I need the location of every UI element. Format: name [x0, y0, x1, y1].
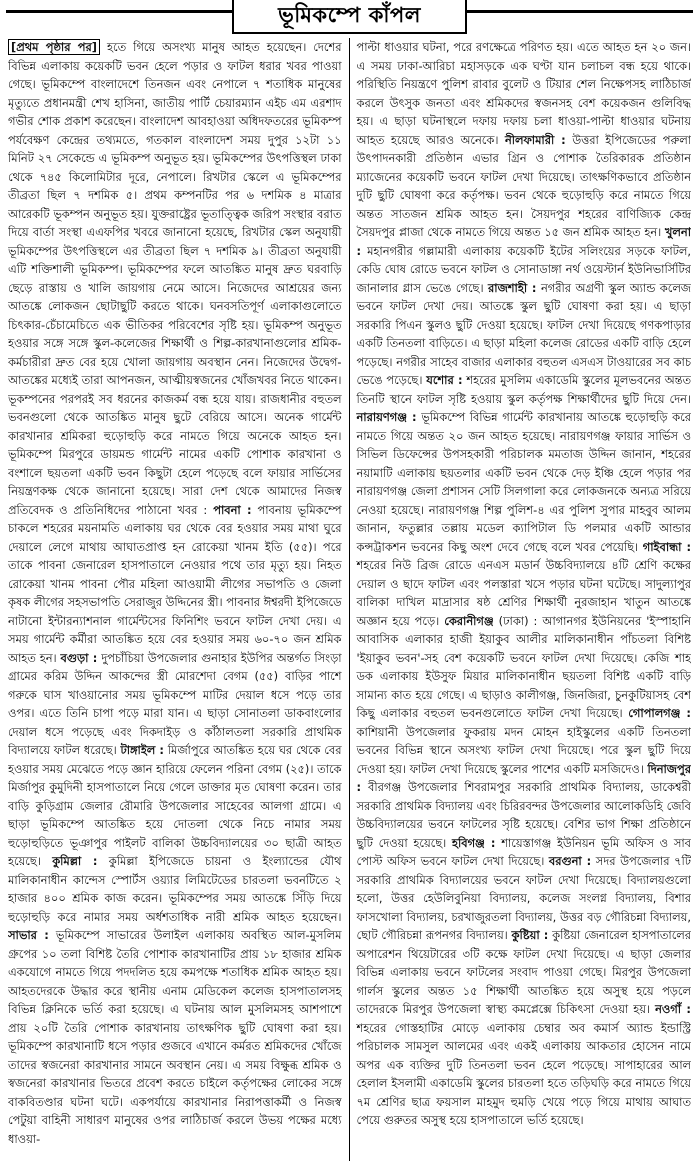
dateline-place: বরগুনা : [548, 854, 592, 868]
dateline-place: পাবনা : [213, 502, 252, 517]
dateline-text: পাবনায় ভূমিকম্পে চাকলে শহরের ময়নামতি এলাকায় ঘর থেকে বের হওয়ার সময় মাথা ঘুরে দেয়ালে লেগে মাথায় আঘাতপ্রাপ্ত হন রোকেয়া খানম ইতি (৫৫)। পরে তাকে পাবনা জেনারেল হাসপাতালে নেওয়ার পথে তার মৃত্যু হয়। নিহত রোকেয়া খানম পাবনা পৌর মহিলা আওয়ামী লীগের সভাপতি ও জেলা কৃষক লীগের সহসভাপতি সেরাজুর উদ্দিনের স্ত্রী। পাবনার ঈশ্বরদী ইপিজেডে নাটানো ইন্টারন্যাশনাল গার্মেন্টসের ফিনিশিং ভবনে ফাটল দেখা দেয়। এ সময় গার্মেন্ট কর্মীরা আতঙ্কিত হয়ে বের হওয়ার সময় ৬০-৭০ জন শ্রমিক আহত হন। [8, 502, 342, 665]
dateline-place: কুষ্টিয়া : [511, 928, 549, 942]
dateline-text: বীরগঞ্জ উপজেলার শিবরামপুর সরকারি প্রাথমিক বিদ্যালয়, ডাকেশ্বরী সরকারি প্রাথমিক বিদ্যালয় এবং চিরিরবন্দর উপজেলার আলোকডিহি জেবি উচ্চবিদ্যালয়ের ভবনে ফাটলের সৃষ্টি হয়েছে। বেশির ভাগ শিক্ষা প্রতিষ্ঠানে ছুটি দেওয়া হয়েছে। [356, 780, 691, 850]
dateline-place: খুলনা : [356, 225, 691, 258]
dateline-text: কাশিয়ানী উপজেলার ফুকরায় মদন মোহন হাইস্কুলের একটি তিনতলা ভবনের বিভিন্ন স্থানে অসংখ্য ফাটল দেখা দিয়েছে। পরে স্কুল ছুটি দিয়ে দেওয়া হয়। ফাটল দেখা দিয়েছে স্কুলের পাশের একটি মসজিদেও। [356, 724, 691, 776]
dateline-text: শায়েস্তাগঞ্জ ইউনিয়ন ভূমি অফিস ও সাব পোস্ট অফিস ভবনে ফাটল দেখা দিয়েছে। [356, 835, 691, 868]
dateline-place: নারায়ণগঞ্জ : [356, 410, 417, 424]
dateline-place: বগুড়া : [60, 650, 98, 665]
continued-text: পাল্টা ধাওয়ার ঘটনা, পরে রণক্ষেত্রে পরিণত হয়। এতে আহত হন ২০ জন। এ সময় ঢাকা-আরিচা মহাসড়কে এক ঘণ্টা যান চলাচল বন্ধ হয়ে থাকে। পরিস্থিতি নিয়ন্ত্রণে পুলিশ রাবার বুলেট ও টিয়ার শেল নিক্ষেপসহ লাঠিচার্জ করলে উৎসুক জনতা এবং শ্রমিকদের স্বজনসহ বেশ কয়েকজন গুলিবিদ্ধ হয়। এ ছাড়া ঘটনাস্থলে দফায় দফায় চলা ধাওয়া-পাল্টা ধাওয়ার ঘটনায় আহত হয়েছে আরও অনেকে। [356, 40, 691, 147]
dateline-place: গাইবান্ধা : [642, 539, 691, 554]
dateline-text: কুষ্টিয়া জেনারেল হাসপাতালের অপারেশন থিয়েটারের ৩টি কক্ষে ফাটল দেখা দিয়েছে। এ ছাড়া জেলার বিভিন্ন এলাকায় ভবনে ফাটলের সংবাদ পাওয়া গেছে। মিরপুর উপজেলা গার্লস স্কুলের অন্তত ১৫ শিক্ষার্থী আতঙ্কিত হয়ে অসুস্থ হয়ে পড়লে তাদেরকে মিরপুর উপজেলা স্বাস্থ্য কমপ্লেক্সে চিকিৎসা দেওয়া হয়। [356, 928, 691, 1016]
dateline-text: সদর উপজেলার ৭টি সরকারি প্রাথমিক বিদ্যালয়ের ভবনে ফাটল দেখা দিয়েছে। বিদ্যালয়গুলো হলো, উত্তর হেউলিবুনিয়া বিদ্যালয়, কলেজ সংলগ্ন বিদ্যালয়, বিশার ফাসখোলা বিদ্যালয়, চরখাজুরতলা বিদ্যালয়, উত্তর বড় গৌরিচন্না বিদ্যালয়, ছোট গৌরিচন্না রূপনগর বিদ্যালয়। [356, 854, 691, 942]
dateline-place: কুমিল্লা : [52, 854, 98, 868]
dateline-place: নীলফামারী : [504, 132, 566, 147]
headline-box [232, 0, 467, 34]
right-paragraph [357, 38, 692, 1130]
right-column [350, 38, 692, 1161]
dateline-place: রাজশাহী : [488, 280, 537, 295]
dateline-text: উত্তরা ইপিজেডের পরুলা উৎপাদনকারী প্রতিষ্ঠান এভার গ্রিন ও পোশাক তৈরিকারক প্রতিষ্ঠান ম্যাজেনের কয়েকটি ভবনে ফাটল দেখা দিয়েছে। তাৎক্ষণিকভাবে প্রতিষ্ঠান দুটি ছুটি ঘোষণা করে কর্তৃপক্ষ। ভবন থেকে হুড়োহুড়ি করে নামতে গিয়ে অন্তত সাতজন শ্রমিক আহত হন। সৈয়দপুর শহরের বাণিজ্যিক কেন্দ্র সৈয়দপুর প্লাজা থেকে নামতে গিয়ে অন্তত ১৫ জন শ্রমিক আহত হন। [356, 132, 691, 239]
dateline-place: কেরানীগঞ্জ [444, 613, 494, 628]
dateline-place: টাঙ্গাইল : [120, 743, 164, 757]
continued-from-label: [প্রথম পৃষ্ঠার পর] [8, 39, 100, 55]
dateline-text: (ঢাকা) : আগানগর ইউনিয়নের 'ইস্পাহানি আবাসিক এলাকার হাজী ইয়াকুব আলীর মালিকানাধীন পাঁচতলা বিশিষ্ট 'ইয়াকুব ভবন'-সহ বেশ কয়েকটি ভবনে ফাটল দেখা দিয়েছে। কেজি শাহ ডক এলাকায় ইউসুফ মিয়ার মালিকানাধীন ছয়তলা বিশিষ্ট একটি বাড়ি সামান্য কাত হয়ে গেছে। এ ছাড়াও কালীগঞ্জ, জিনজিরা, চুনকুটিয়াসহ বেশ কিছু এলাকার বহুতল ভবনগুলোতে ফাটল দেখা দিয়েছে। [356, 613, 691, 720]
dateline-text: ভূমিকম্পে সাভারের উলাইল এলাকায় অবস্থিত আল-মুসলিম গ্রুপের ১০ তলা বিশিষ্ট তৈরি পোশাক কারখানাটির প্রায় ১৮ হাজার শ্রমিক একযোগে নামতে গিয়ে পদদলিত হয়ে কমপক্ষে শতাধিক শ্রমিক আহত হয়। আহতদেরকে উদ্ধার করে স্থানীয় এনাম মেডিকেল কলেজ হাসপাতালসহ বিভিন্ন ক্লিনিকে ভর্তি করা হয়েছে। এ ঘটনায় আল মুসলিমসহ আশপাশে প্রায় ২০টি তৈরি পোশাক কারখানায় তাৎক্ষণিক ছুটি ঘোষণা করা হয়। ভূমিকম্পে কারখানাটি ধসে পড়ার গুজবে এখানে কর্মরত শ্রমিকদের খোঁজে তাদের স্বজনেরা কারখানার সামনে অবস্থান নেয়। এ সময় বিক্ষুব্ধ শ্রমিক ও স্বজনেরা কারখানার ভিতরে প্রবেশ করতে চাইলে কর্তৃপক্ষের লোকের সঙ্গে বাকবিতণ্ডার ঘটনা ঘটে। একপর্যায়ে কারখানার নিরাপত্তাকর্মী ও নিজস্ব পেটুয়া বাহিনী সাধারণ মানুষের ওপর লাঠিচার্জ করলে উভয় পক্ষের মধ্যে ধাওয়া- [8, 928, 342, 1146]
dateline-text: শহরের নিউ ব্রিজ রোডে এনএস মডার্ন উচ্চবিদ্যালয়ে ৪টি শ্রেণি কক্ষের দেয়াল ও ছাদে ফাটল এবং পলস্তারা খসে পড়ার ঘটনা ঘটেছে। সাদুল্যাপুর বালিকা দাখিল মাদ্রাসার ষষ্ঠ শ্রেণির শিক্ষার্থী নুরজাহান খাতুন আতঙ্কে অজ্ঞান হয়ে পড়ে। [356, 558, 691, 628]
dateline-text: শহরের মুসলিম একাডেমি স্কুলের মূলভবনের অন্তত তিনটি স্থানে ফাটল সৃষ্টি হওয়ায় স্কুল কর্তৃপক্ষ শিক্ষার্থীদের ছুটি দিয়ে দেন। [356, 373, 691, 406]
dateline-place: সাভার : [8, 928, 49, 942]
dateline-place: হবিগঞ্জ : [451, 835, 496, 850]
headline: ভূমিকম্পে কাঁপল [278, 1, 421, 27]
left-paragraph [8, 38, 342, 1148]
lead-text: হতে গিয়ে অসংখ্য মানুষ আহত হয়েছেন। দেশের বিভিন্ন এলাকায় কয়েকটি ভবন হেলে পড়ার ও ফাটল ধরার খবর পাওয়া গেছে। ভূমিকম্পে বাংলাদেশে তিনজন এবং নেপালে ৭ শতাধিক মানুষের মৃত্যুতে প্রধানমন্ত্রী শেখ হাসিনা, জাতীয় পার্টি চেয়ারম্যান এইচ এম এরশাদ গভীর শোক প্রকাশ করেছেন। বাংলাদেশ আবহাওয়া অধিদফতরের ভূমিকম্প পর্যবেক্ষণ কেন্দ্রের তথ্যমতে, গতকাল বাংলাদেশ সময় দুপুর ১২টা ১১ মিনিট ২৭ সেকেন্ডে এ ভূমিকম্প অনুভূত হয়। ভূমিকম্পের উৎপত্তিস্থল ঢাকা থেকে ৭৪৫ কিলোমিটার দূরে, নেপালে। রিখটার স্কেলে এ ভূমিকম্পের তীব্রতা ছিল ৭ দশমিক ৫। প্রথম কম্পনটির পর ৬ দশমিক ৪ মাত্রার আরেকটি ভূকম্পন অনুভূত হয়। যুক্তরাষ্ট্রের ভূতাত্ত্বিক জরিপ সংস্থার বরাত দিয়ে বার্তা সংস্থা এএফপির খবরে জানানো হয়েছে, রিখটার স্কেল অনুযায়ী ভূমিকম্পের উৎপত্তিস্থলে এর তীব্রতা ছিল ৭ দশমিক ৯। তীব্রতা অনুযায়ী এটি শক্তিশালী ভূমিকম্প। ভূমিকম্পের ফলে আতঙ্কিত মানুষ দ্রুত ঘরবাড়ি ছেড়ে রাস্তায় ও খালি জায়গায় নেমে আসে। নিজেদের আশ্রয়ের জন্য আতঙ্কে লোকজন ছোটাছুটি করতে থাকে। ঘনবসতিপূর্ণ এলাকাগুলোতে চিৎকার-চেঁচামেচিতে এক ভীতিকর পরিবেশের সৃষ্টি হয়। ভূমিকম্প অনুভূত হওয়ার সঙ্গে সঙ্গে স্কুল-কলেজের শিক্ষার্থী ও শিল্প-কারখানাগুলোর শ্রমিক-কর্মচারীরা দ্রুত বের হয়ে খোলা জায়গায় অবস্থান নেন। নিজেদের উদ্বেগ-আতঙ্কের মধ্যেই তারা আপনজন, আত্মীয়স্বজনের খোঁজখবর নিতে থাকেন। ভূকম্পনের পরপরই সব ধরনের কাজকর্ম বন্ধ হয়ে যায়। রাজধানীর বহুতল ভবনগুলো থেকে আতঙ্কিত মানুষ ছুটে বেরিয়ে আসে। অনেক গার্মেন্ট কারখানার শ্রমিকরা হুড়োহুড়ি করে নামতে গিয়ে অনেকে আহত হন। ভূমিকম্পে মিরপুরে ডায়মন্ড গার্মেন্ট নামের একটি পোশাক কারখানা ও বংশালে ছয়তলা একটি ভবন কিছুটা হেলে পড়েছে বলে ফায়ার সার্ভিসের নিয়ন্ত্রণকক্ষ থেকে জানানো হয়েছে। সারা দেশ থেকে আমাদের নিজস্ব প্রতিবেদক ও প্রতিনিধিদের পাঠানো খবর : [8, 40, 342, 517]
dateline-text: নগরীর অগ্রণী স্কুল অ্যান্ড কলেজ ভবনে ফাটল দেখা দেয়। আতঙ্কে স্কুল ছুটি ঘোষণা করা হয়। এ ছাড়া সরকারি পিএন স্কুলও ছুটি দেওয়া হয়েছে। ফাটল দেখা দিয়েছে গণকপাড়ার একটি তিনতলা বাড়িতে। এ ছাড়া মহিলা কলেজ রোডের একটি বাড়ি হেলে পড়েছে। নগরীর সাহেব বাজার এলাকার বহুতল এসএস টাওয়ারের সব কাচ ভেঙে পড়েছে। [356, 280, 691, 387]
left-column [8, 38, 350, 1161]
dateline-text: দুপচাঁচিয়া উপজেলার গুনাহার ইউপির অন্তর্গত সিংড়া গ্রামের করিম উদ্দিন আকন্দের স্ত্রী মোরশেদা বেগম (৫৫) বাড়ির পাশে গরুকে ঘাস খাওয়ানোর সময় ভূমিকম্পে মাটির দেয়াল ধসে পড়ে তার ওপর। এতে তিনি চাপা পড়ে মারা যান। এ ছাড়া সোনাতলা ডাকবাংলোর দেয়াল ধসে পড়েছে এবং দিকদাইড় ও কাঁঠালতলা সরকারি প্রাথমিক বিদ্যালয়ে ফাটল ধরেছে। [8, 650, 342, 757]
dateline-text: শহরের গোস্তহাটির মোড়ে এলাকায় চেম্বার অব কমার্স অ্যান্ড ইন্ডাস্ট্রি পরিচালক সামসুল আলমের এবং একই এলাকায় আকতার হোসেন নামে অপর এক ব্যক্তির দুটি তিনতলা ভবন হেলে পড়েছে। সাপাহারের আল হেলাল ইসলামী একাডেমি স্কুলের চারতলা হতে তড়িঘড়ি করে নামতে গিয়ে ৭ম শ্রেণির ছাত্র ফয়সাল মাহমুদ হুমড়ি খেয়ে পড়ে গিয়ে মাথায় আঘাত পেয়ে গুরুতর অসুস্থ হয়ে হাসপাতালে ভর্তি হয়েছে। [356, 1020, 691, 1127]
dateline-text: ভূমিকম্পে বিভিন্ন গার্মেন্ট কারখানায় আতঙ্কে হুড়োহুড়ি করে নামতে গিয়ে অন্তত ২০ জন আহত হয়েছে। নারায়ণগঞ্জ ফায়ার সার্ভিস ও সিভিল ডিফেন্সের উপসহকারী পরিচালক মমতাজ উদ্দিন জানান, শহরের নয়ামাটি এলাকায় ছয়তলার একটি ভবন থেকে দেড় ইঞ্চি হেলে পড়ার পর নারায়ণগঞ্জ জেলা প্রশাসন সেটি সিলগালা করে লোকজনকে অন্যত্র সরিয়ে নেওয়া হয়েছে। নারায়ণগঞ্জ শিল্প পুলিশ-৪ এর পুলিশ সুপার মাহবুব আলম জানান, ফতুল্লার তল্লায় মডেল ক্যাপিটাল ডি পলমার একটি আন্ডার কন্সট্রাকশন ভবনের কিছু অংশ দেবে গেছে বলে খবর পেয়েছি। [356, 410, 691, 554]
dateline-place: যশোর : [426, 373, 463, 387]
dateline-place: গোপালগঞ্জ : [628, 706, 691, 720]
dateline-text: কুমিল্লা ইপিজেডে চায়না ও ইংল্যান্ডের যৌথ মালিকানাধীন কান্দেস স্পোর্টস ওয়্যার লিমিটেডের চারতলা ভবনটিতে ২ হাজার ৪০০ শ্রমিক কাজ করেন। ভূমিকম্পের সময় আতঙ্কে সিঁড়ি দিয়ে হুড়োহুড়ি করে নামার সময় অর্ধশতাধিক নারী শ্রমিক আহত হয়েছেন। [8, 854, 342, 924]
dateline-text: মির্জাপুরে আতঙ্কিত হয়ে ঘর থেকে বের হওয়ার সময় মেঝেতে পড়ে জ্ঞান হারিয়ে ফেলেন পরিনা বেগম (২৫)। তাকে মির্জাপুর কুমুদিনী হাসপাতালে নিয়ে গেলে ডাক্তার মৃত ঘোষণা করেন। তার বাড়ি কুড়িগ্রাম জেলার রৌমারি উপজেলার সাহেবের আলগা গ্রামে। এ ছাড়া ভূমিকম্পে আতঙ্কিত হয়ে দোতলা থেকে নিচে নামার সময় হুড়োহুড়িতে ভূঞাপুর পাইলট বালিকা উচ্চবিদ্যালয়ের ৩০ ছাত্রী আহত হয়েছে। [8, 743, 342, 868]
dateline-place: নওগাঁ : [655, 1002, 691, 1016]
article-body [8, 38, 691, 1161]
dateline-text: মহানগরীর গল্লামারী এলাকায় কয়েকটি ইটের সলিংয়ের সড়কে ফাটল, কেডি ঘোষ রোডে ভবনে ফাটল ও সোনাডাঙ্গা নর্থ ওয়েস্টার্ন ইউনিভার্সিটির জানালার গ্লাস ভেঙে গেছে। [356, 243, 691, 295]
dateline-place: দিনাজপুর : [356, 761, 691, 794]
